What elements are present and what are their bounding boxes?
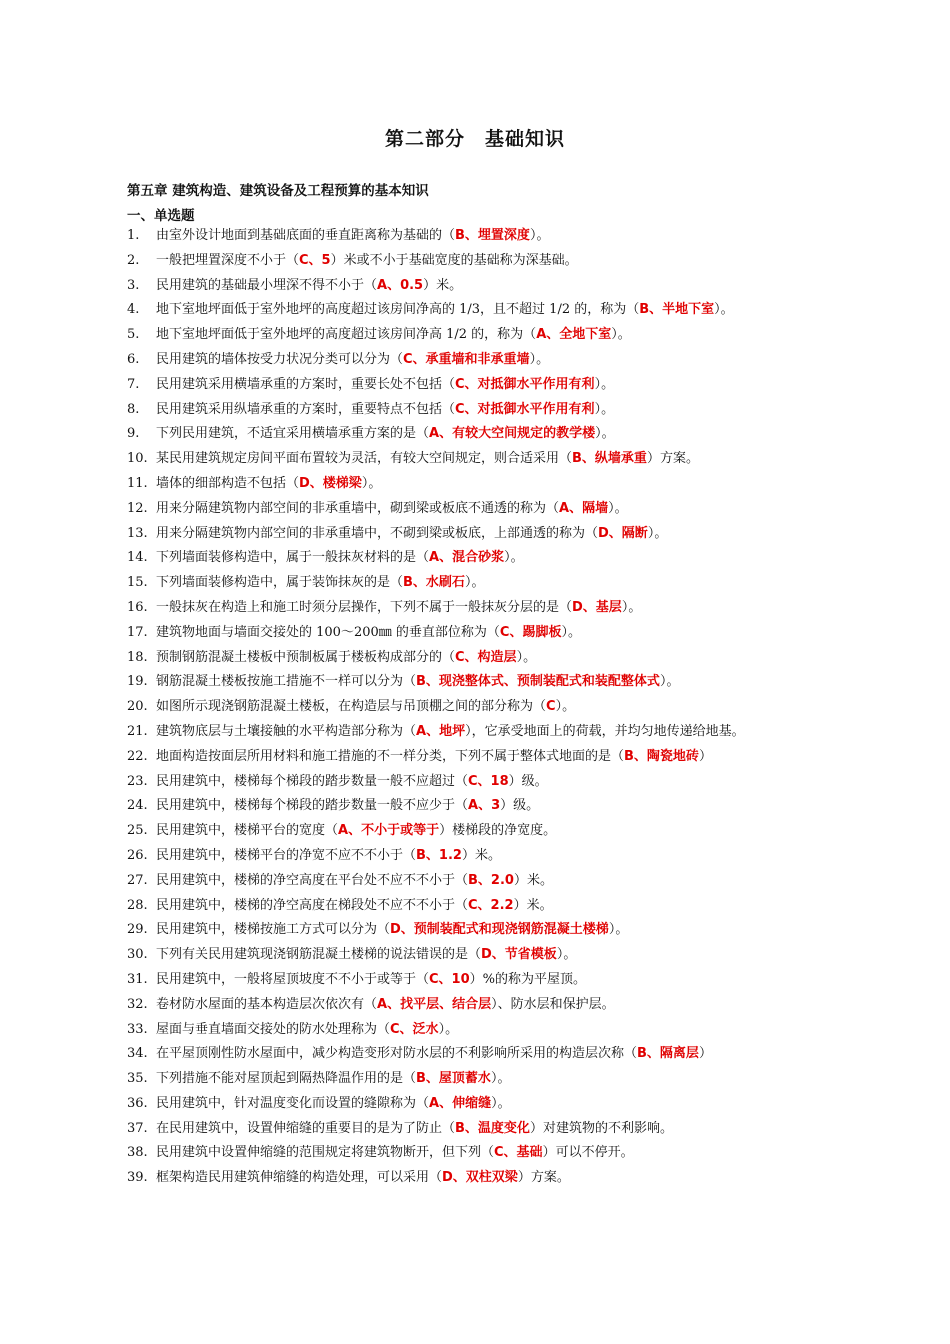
answer-text: D、隔断 — [598, 525, 648, 541]
question-stem: 地面构造按面层所用材料和施工措施的不一样分类，下列不属于整体式地面的是（ — [156, 748, 625, 764]
question-stem: 建筑物底层与土壤接触的水平构造部分称为（ — [156, 723, 417, 739]
question-text — [156, 1145, 634, 1170]
question-number: 19. — [127, 674, 148, 690]
question-text — [156, 501, 628, 526]
answer-text: C — [546, 699, 556, 715]
question-stem: 民用建筑中，楼梯每个梯段的踏步数量一般不应超过（ — [156, 773, 469, 789]
question-item — [127, 426, 827, 451]
question-item — [127, 724, 827, 749]
question-stem: 地下室地坪面低于室外地坪的高度超过该房间净高的 1/3，且不超过 1/2 的，称为（ — [156, 302, 640, 318]
question-tail: ）、防水层和保护层。 — [491, 996, 615, 1012]
question-text — [156, 625, 581, 650]
question-item — [127, 1046, 827, 1071]
answer-text: A、有较大空间规定的教学楼 — [429, 426, 596, 442]
question-item — [127, 550, 827, 575]
answer-text: B、半地下室 — [639, 302, 715, 318]
question-item — [127, 997, 827, 1022]
question-stem: 民用建筑采用横墙承重的方案时，重要长处不包括（ — [156, 376, 456, 392]
question-text — [156, 278, 462, 303]
answer-text: B、屋顶蓄水 — [416, 1071, 491, 1087]
answer-text: B、现浇整体式、预制装配式和装配整体式 — [416, 674, 660, 690]
question-tail: ）。 — [621, 599, 642, 615]
question-number: 39. — [127, 1170, 148, 1186]
question-item — [127, 402, 827, 427]
question-number: 5. — [127, 327, 140, 343]
question-stem: 民用建筑中，一般将屋顶坡度不不小于或等于（ — [156, 971, 430, 987]
question-number: 23. — [127, 773, 148, 789]
question-number: 25. — [127, 823, 148, 839]
question-text — [156, 699, 575, 724]
answer-text: C、2.2 — [468, 897, 514, 913]
question-text — [156, 1046, 712, 1071]
question-text — [156, 575, 484, 600]
answer-text: D、双柱双梁 — [442, 1170, 518, 1186]
answer-text: D、节省模板 — [481, 947, 557, 963]
answer-text: C、构造层 — [455, 649, 517, 665]
question-item — [127, 1145, 827, 1170]
question-item — [127, 228, 827, 253]
question-stem: 卷材防水屋面的基本构造层次依次有（ — [156, 996, 378, 1012]
question-item — [127, 947, 827, 972]
answer-text: A、不小于或等于 — [338, 823, 440, 839]
question-stem: 下列墙面装修构造中，属于一般抹灰材料的是（ — [156, 550, 430, 566]
question-item — [127, 922, 827, 947]
question-number: 8. — [127, 401, 140, 417]
answer-text: C、泛水 — [390, 1021, 439, 1037]
question-number: 28. — [127, 897, 148, 913]
question-number: 31. — [127, 971, 148, 987]
question-stem: 建筑物地面与墙面交接处的 100～200㎜ 的垂直部位称为（ — [156, 624, 500, 640]
question-text — [156, 922, 628, 947]
answer-text: C、基础 — [494, 1145, 543, 1161]
question-tail: ）对建筑物的不利影响。 — [529, 1120, 673, 1136]
question-item — [127, 476, 827, 501]
question-tail: ）。 — [555, 699, 576, 715]
question-number: 9. — [127, 426, 140, 442]
question-number: 29. — [127, 922, 148, 938]
question-text — [156, 972, 586, 997]
question-item — [127, 278, 827, 303]
question-number: 27. — [127, 872, 148, 888]
question-text — [156, 377, 614, 402]
question-item — [127, 253, 827, 278]
question-stem: 屋面与垂直墙面交接处的防水处理称为（ — [156, 1021, 391, 1037]
question-item — [127, 327, 827, 352]
question-list — [127, 228, 827, 1195]
question-number: 4. — [127, 302, 140, 318]
question-item — [127, 823, 827, 848]
question-tail: ）。 — [529, 228, 550, 243]
question-stem: 下列墙面装修构造中，属于装饰抹灰的是（ — [156, 575, 404, 591]
question-text — [156, 550, 524, 575]
question-text — [156, 253, 578, 278]
answer-text: B、纵墙承重 — [572, 451, 647, 467]
answer-text: B、水刷石 — [403, 575, 465, 591]
question-text — [156, 823, 556, 848]
question-tail: ）米。 — [423, 277, 463, 293]
answer-text: A、隔墙 — [559, 500, 609, 516]
question-item — [127, 1170, 827, 1195]
question-tail: ）米或不小于基础宽度的基础称为深基础。 — [330, 252, 578, 268]
question-tail: ）。 — [491, 1095, 511, 1111]
question-tail: ）。 — [464, 575, 485, 591]
question-tail: ）米。 — [461, 847, 501, 863]
question-tail: ）。 — [529, 351, 550, 367]
question-item — [127, 674, 827, 699]
question-stem: 民用建筑中，楼梯每个梯段的踏步数量一般不应少于（ — [156, 798, 469, 814]
question-tail: ）级。 — [508, 773, 548, 789]
question-number: 32. — [127, 996, 148, 1012]
question-tail: ）。 — [504, 550, 524, 566]
question-number: 2. — [127, 252, 140, 268]
question-number: 36. — [127, 1095, 148, 1111]
question-number: 30. — [127, 947, 148, 963]
question-stem: 民用建筑的基础最小埋深不得不小于（ — [156, 277, 378, 293]
question-number: 35. — [127, 1071, 148, 1087]
question-tail: ）。 — [490, 1071, 511, 1087]
answer-text: D、楼梯梁 — [299, 475, 362, 491]
question-tail: ）。 — [561, 624, 581, 640]
question-stem: 民用建筑中，楼梯的净空高度在梯段处不应不不小于（ — [156, 897, 469, 913]
answer-text: B、埋置深度 — [455, 228, 530, 243]
question-tail: ）方案。 — [517, 1170, 570, 1186]
answer-text: A、伸缩缝 — [429, 1095, 492, 1111]
answer-text: D、基层 — [572, 599, 622, 615]
question-tail: ）。 — [594, 401, 615, 417]
question-tail: ）。 — [647, 525, 668, 541]
question-number: 21. — [127, 723, 148, 739]
question-number: 12. — [127, 500, 148, 516]
question-item — [127, 526, 827, 551]
question-tail: ）米。 — [513, 872, 553, 888]
question-stem: 用来分隔建筑物内部空间的非承重墙中，不砌到梁或板底，上部通透的称为（ — [156, 525, 599, 541]
question-text — [156, 848, 501, 873]
question-text — [156, 352, 549, 377]
question-tail: ）。 — [361, 475, 382, 491]
question-number: 16. — [127, 599, 148, 615]
question-stem: 民用建筑采用纵墙承重的方案时，重要特点不包括（ — [156, 401, 456, 417]
question-stem: 某民用建筑规定房间平面布置较为灵活，有较大空间规定，则合适采用（ — [156, 451, 573, 467]
question-number: 11. — [127, 475, 148, 491]
question-text — [156, 1170, 570, 1195]
question-number: 26. — [127, 847, 148, 863]
answer-text: B、温度变化 — [455, 1120, 530, 1136]
question-item — [127, 1121, 827, 1146]
question-text — [156, 426, 615, 451]
question-tail: ）楼梯段的净宽度。 — [439, 823, 557, 839]
question-number: 34. — [127, 1046, 148, 1062]
question-stem: 民用建筑中，针对温度变化而设置的缝隙称为（ — [156, 1095, 430, 1111]
question-number: 13. — [127, 525, 148, 541]
question-item — [127, 749, 827, 774]
question-stem: 民用建筑中，楼梯的净空高度在平台处不应不不小于（ — [156, 872, 469, 888]
answer-text: A、0.5 — [377, 277, 424, 293]
question-text — [156, 674, 679, 699]
question-tail: ）可以不停开。 — [542, 1145, 634, 1161]
question-text — [156, 873, 553, 898]
question-text — [156, 724, 745, 749]
question-text — [156, 526, 667, 551]
question-number: 3. — [127, 277, 140, 293]
question-stem: 民用建筑中设置伸缩缝的范围规定将建筑物断开，但下列（ — [156, 1145, 495, 1161]
question-text — [156, 650, 536, 675]
question-tail: ）。 — [659, 674, 680, 690]
question-text — [156, 451, 699, 476]
question-number: 22. — [127, 748, 148, 764]
answer-text: A、全地下室 — [536, 327, 612, 343]
question-stem: 框架构造民用建筑伸缩缝的构造处理，可以采用（ — [156, 1170, 443, 1186]
question-tail: ）。 — [608, 922, 629, 938]
question-text — [156, 1071, 510, 1096]
question-item — [127, 575, 827, 600]
question-number: 7. — [127, 376, 140, 392]
answer-text: C、承重墙和非承重墙 — [403, 351, 530, 367]
question-tail: ）级。 — [500, 798, 540, 814]
question-tail: ）。 — [595, 426, 615, 442]
answer-text: B、陶瓷地砖 — [624, 748, 699, 764]
question-item — [127, 600, 827, 625]
answer-text: C、18 — [468, 773, 509, 789]
question-stem: 民用建筑中，楼梯平台的净宽不应不不小于（ — [156, 847, 417, 863]
question-text — [156, 1022, 458, 1047]
answer-text: C、10 — [429, 971, 470, 987]
question-stem: 一般把埋置深度不小于（ — [156, 252, 300, 268]
answer-text: C、对抵御水平作用有利 — [455, 401, 595, 417]
question-stem: 下列有关民用建筑现浇钢筋混凝土楼梯的说法错误的是（ — [156, 947, 482, 963]
question-item — [127, 625, 827, 650]
question-number: 33. — [127, 1021, 148, 1037]
question-tail: ）。 — [714, 302, 734, 318]
question-item — [127, 501, 827, 526]
question-number: 37. — [127, 1120, 148, 1136]
question-tail: ）。 — [594, 376, 615, 392]
part-title: 第二部分 基础知识 — [384, 128, 565, 150]
question-number: 14. — [127, 550, 148, 566]
question-text — [156, 1096, 511, 1121]
question-text — [156, 600, 641, 625]
question-tail: ），它承受地面上的荷载，并均匀地传递给地基。 — [465, 723, 745, 739]
question-item — [127, 302, 827, 327]
question-item — [127, 972, 827, 997]
question-item — [127, 873, 827, 898]
question-text — [156, 228, 549, 253]
question-text — [156, 327, 631, 352]
question-tail: ） — [698, 1046, 712, 1062]
question-stem: 钢筋混凝土楼板按施工措施不一样可以分为（ — [156, 674, 417, 690]
question-stem: 一般抹灰在构造上和施工时须分层操作，下列不属于一般抹灰分层的是（ — [156, 599, 573, 615]
chapter-title: 第五章 建筑构造、建筑设备及工程预算的基本知识 — [127, 183, 429, 199]
question-text — [156, 749, 712, 774]
question-stem: 在平屋顶刚性防水屋面中，减少构造变形对防水层的不利影响所采用的构造层次称（ — [156, 1046, 638, 1062]
question-stem: 民用建筑中，楼梯平台的宽度（ — [156, 823, 339, 839]
question-number: 10. — [127, 451, 148, 467]
answer-text: B、2.0 — [468, 872, 514, 888]
question-item — [127, 774, 827, 799]
question-item — [127, 699, 827, 724]
question-item — [127, 1022, 827, 1047]
question-stem: 在民用建筑中，设置伸缩缝的重要目的是为了防止（ — [156, 1120, 456, 1136]
answer-text: B、1.2 — [416, 847, 462, 863]
question-text — [156, 997, 615, 1022]
question-stem: 用来分隔建筑物内部空间的非承重墙中，砌到梁或板底不通透的称为（ — [156, 500, 560, 516]
question-tail: ）。 — [611, 327, 631, 343]
question-stem: 由室外设计地面到基础底面的垂直距离称为基础的（ — [156, 228, 456, 243]
answer-text: A、找平层、结合层 — [377, 996, 492, 1012]
question-item — [127, 848, 827, 873]
question-number: 20. — [127, 699, 148, 715]
question-text — [156, 798, 539, 823]
answer-text: C、对抵御水平作用有利 — [455, 376, 595, 392]
question-tail: ）方案。 — [646, 451, 699, 467]
question-tail: ）。 — [438, 1021, 459, 1037]
question-number: 24. — [127, 798, 148, 814]
question-text — [156, 402, 614, 427]
question-stem: 民用建筑的墙体按受力状况分类可以分为（ — [156, 351, 404, 367]
question-number: 38. — [127, 1145, 148, 1161]
question-item — [127, 451, 827, 476]
answer-text: A、3 — [468, 798, 501, 814]
question-item — [127, 650, 827, 675]
question-text — [156, 302, 734, 327]
question-stem: 墙体的细部构造不包括（ — [156, 475, 300, 491]
answer-text: A、混合砂浆 — [429, 550, 505, 566]
question-number: 6. — [127, 351, 140, 367]
question-item — [127, 898, 827, 923]
question-text — [156, 1121, 673, 1146]
question-item — [127, 798, 827, 823]
question-item — [127, 1071, 827, 1096]
question-text — [156, 898, 553, 923]
question-tail: ）。 — [516, 649, 537, 665]
question-item — [127, 1096, 827, 1121]
question-stem: 如图所示现浇钢筋混凝土楼板，在构造层与吊顶棚之间的部分称为（ — [156, 699, 547, 715]
question-tail: ）%的称为平屋顶。 — [469, 971, 587, 987]
question-stem: 民用建筑中，楼梯按施工方式可以分为（ — [156, 922, 391, 938]
question-number: 17. — [127, 624, 148, 640]
question-tail: ）。 — [608, 500, 628, 516]
question-stem: 下列民用建筑，不适宜采用横墙承重方案的是（ — [156, 426, 430, 442]
question-text — [156, 774, 548, 799]
answer-text: A、地坪 — [416, 723, 466, 739]
question-item — [127, 377, 827, 402]
answer-text: C、5 — [299, 252, 331, 268]
answer-text: B、隔离层 — [637, 1046, 699, 1062]
answer-text: D、预制装配式和现浇钢筋混凝土楼梯 — [390, 922, 609, 938]
question-item — [127, 352, 827, 377]
question-tail: ） — [698, 748, 712, 764]
section-title: 一、单选题 — [127, 208, 195, 224]
question-stem: 地下室地坪面低于室外地坪的高度超过该房间净高 1/2 的，称为（ — [156, 327, 537, 343]
question-number: 15. — [127, 575, 148, 591]
question-stem: 预制钢筋混凝土楼板中预制板属于楼板构成部分的（ — [156, 649, 456, 665]
question-text — [156, 476, 381, 501]
question-tail: ）米。 — [513, 897, 553, 913]
question-stem: 下列措施不能对屋顶起到隔热降温作用的是（ — [156, 1071, 417, 1087]
question-text — [156, 947, 576, 972]
question-number: 1. — [127, 228, 140, 243]
question-number: 18. — [127, 649, 148, 665]
question-tail: ）。 — [556, 947, 577, 963]
answer-text: C、踢脚板 — [499, 624, 562, 640]
